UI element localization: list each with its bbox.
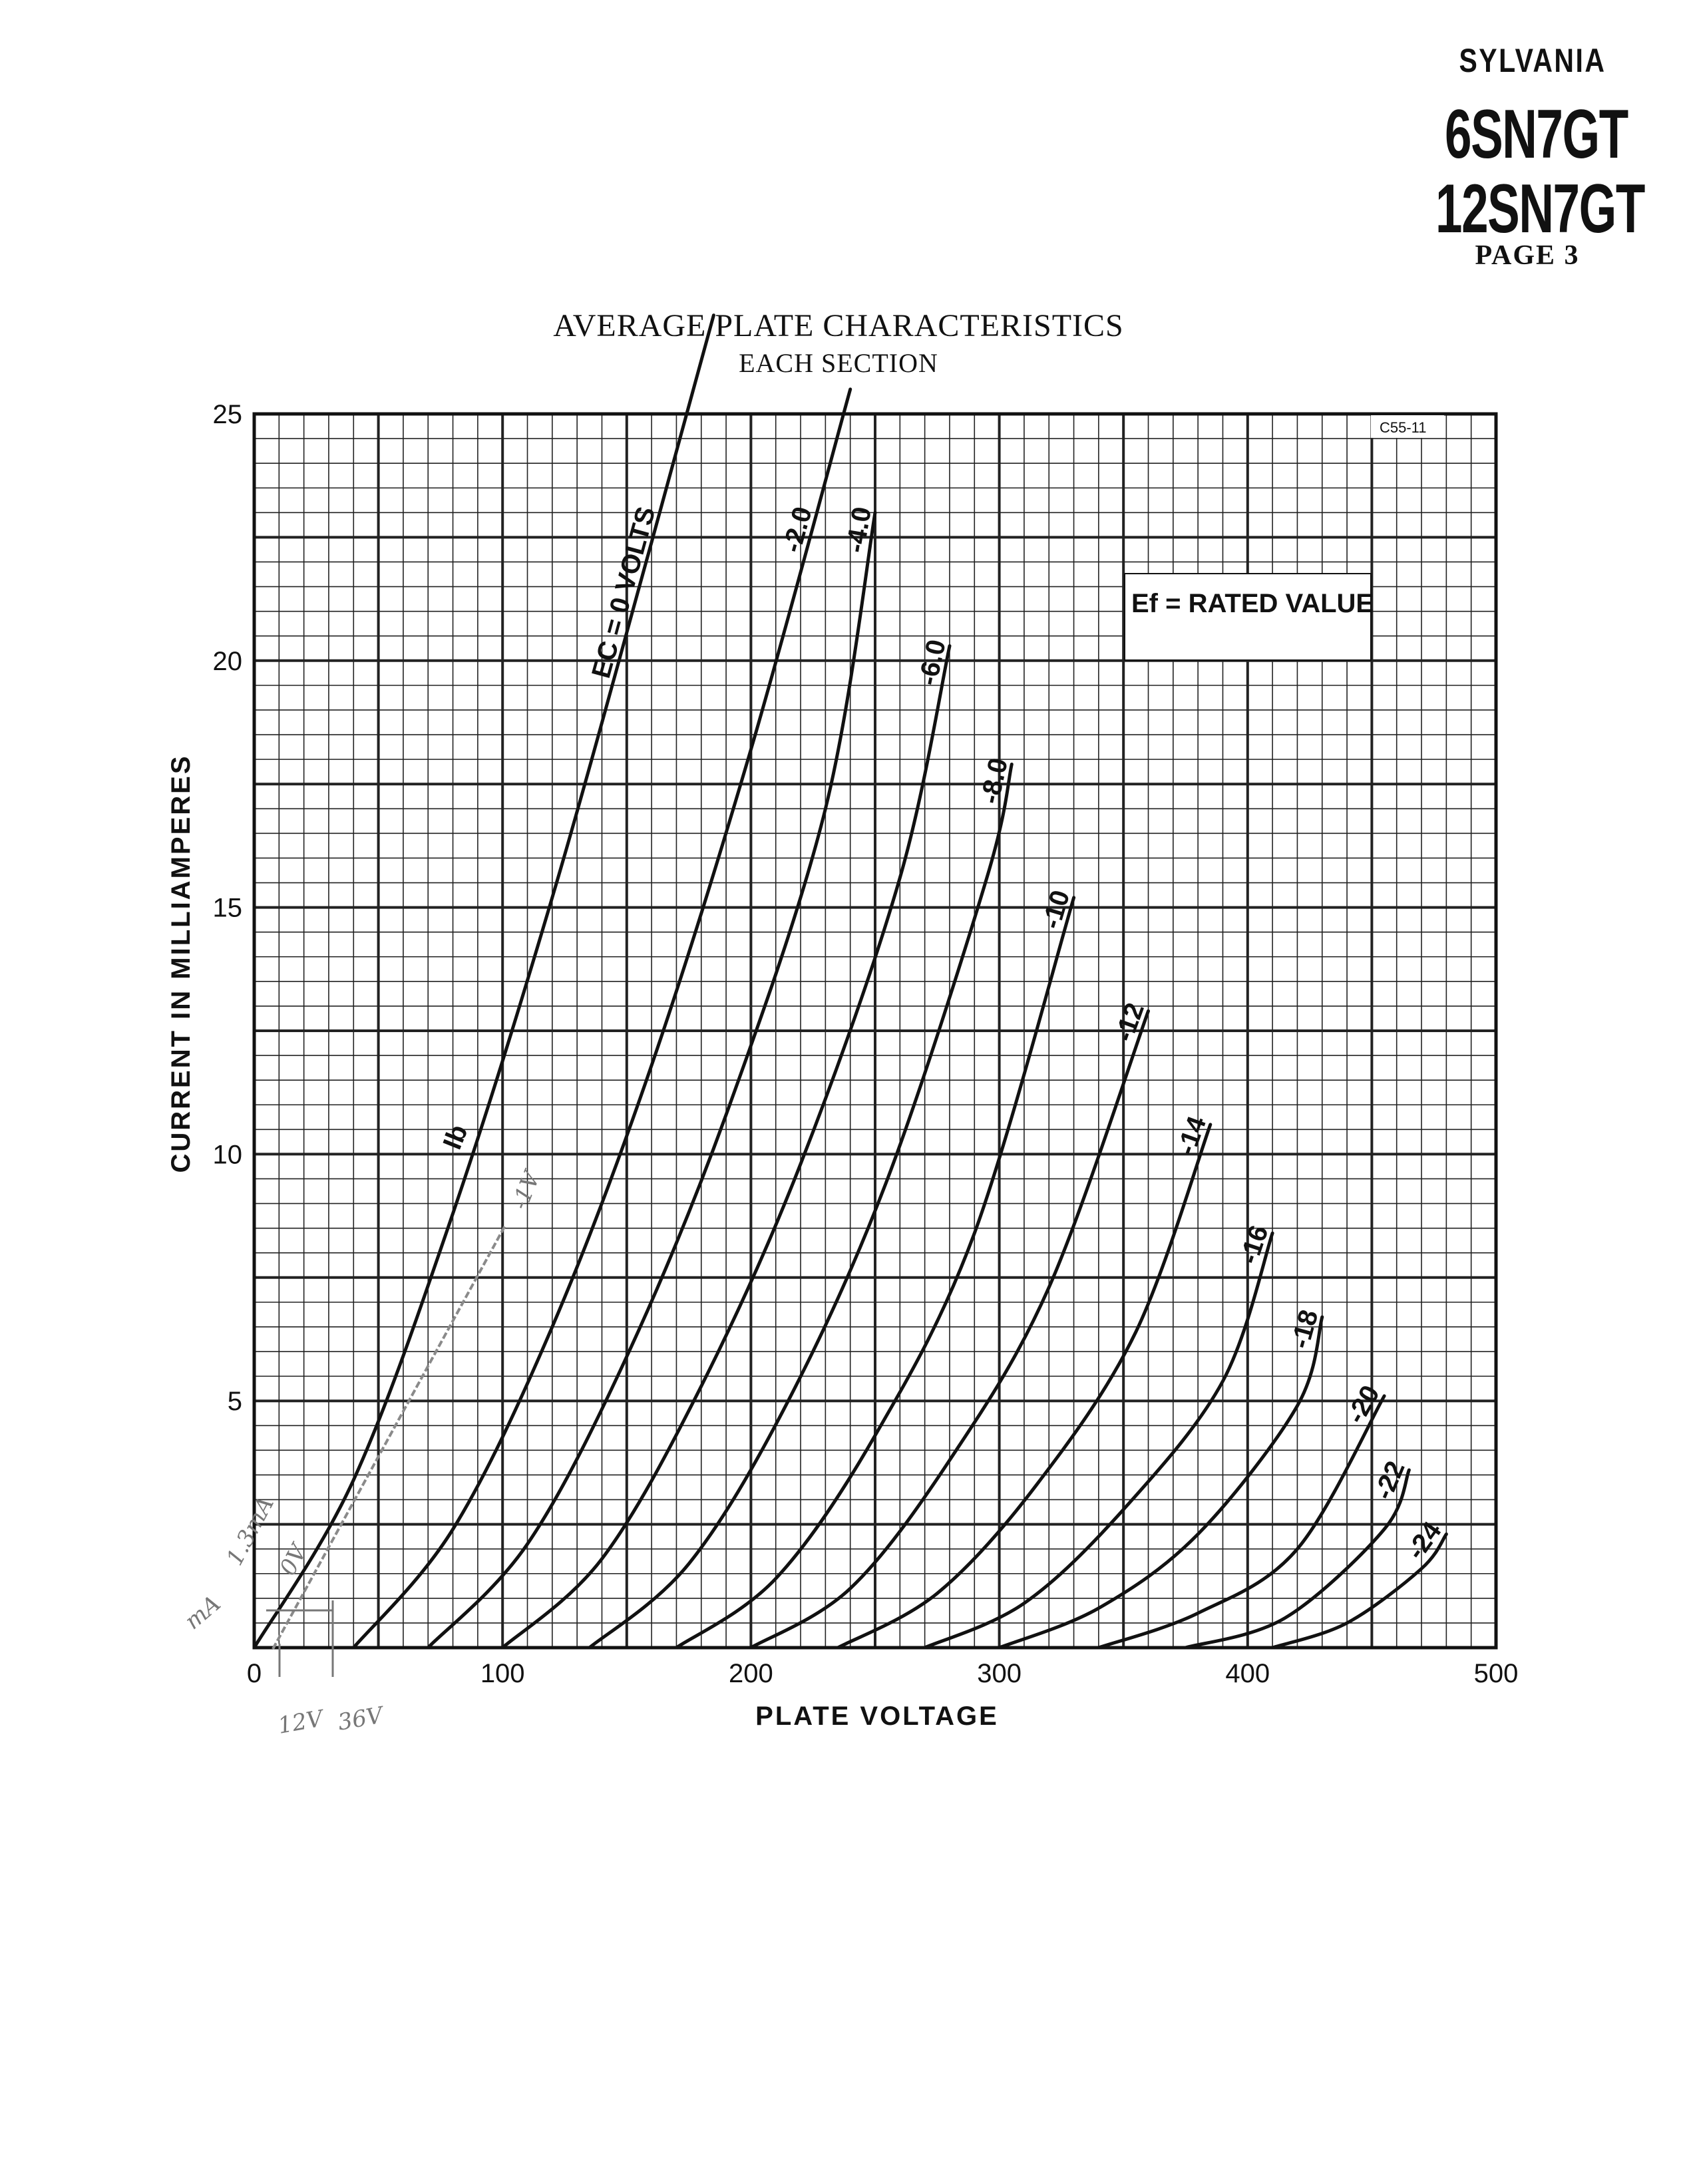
chart-title: AVERAGE PLATE CHARACTERISTICS <box>553 308 1124 343</box>
curve-label: -16 <box>1234 1221 1274 1268</box>
brand-name: SYLVANIA <box>1459 42 1606 79</box>
curve-label: -6.0 <box>913 637 952 688</box>
curve-grid-bias <box>1099 1396 1384 1648</box>
x-tick-label: 300 <box>977 1659 1022 1688</box>
x-tick-label: 200 <box>729 1659 773 1688</box>
pencil-note-12v: 12V <box>276 1705 325 1739</box>
pencil-note-ma: mA <box>180 1590 226 1635</box>
pencil-note-current: 1.3mA <box>221 1492 280 1570</box>
curve-label: -24 <box>1401 1516 1447 1565</box>
filament-annotation <box>1125 574 1374 660</box>
curve-label: -2.0 <box>777 503 818 556</box>
x-tick-label: 0 <box>246 1659 262 1688</box>
y-axis-label: CURRENT IN MILLIAMPERES <box>166 754 196 1173</box>
model-number-secondary: 12SN7GT <box>1435 170 1644 248</box>
x-tick-label: 500 <box>1473 1659 1519 1688</box>
y-tick-label: 25 <box>212 400 242 429</box>
curve-label: -8.0 <box>975 755 1014 807</box>
x-tick-label: 400 <box>1225 1659 1270 1688</box>
y-tick-label: 15 <box>212 893 242 923</box>
filament-annotation-text: Ef = RATED VALUE <box>1131 589 1374 618</box>
current-symbol-label: Ib <box>437 1120 474 1154</box>
y-tick-label: 10 <box>212 1140 242 1170</box>
model-number-primary: 6SN7GT <box>1445 96 1628 173</box>
x-tick-label: 100 <box>480 1659 525 1688</box>
curve-label: EC = 0 VOLTS <box>586 503 661 681</box>
curve-label: -4.0 <box>841 504 877 555</box>
pencil-notes <box>180 1166 546 1739</box>
pencil-load-line <box>273 1224 506 1649</box>
curve-label: -14 <box>1171 1113 1213 1159</box>
x-axis-label: PLATE VOLTAGE <box>755 1702 999 1731</box>
drawing-code-text: C55-11 <box>1380 419 1427 436</box>
pencil-note-0v: 0V <box>274 1540 313 1580</box>
y-tick-label: 5 <box>227 1387 242 1417</box>
curve-labels <box>586 504 1447 1565</box>
y-tick-label: 20 <box>212 646 242 676</box>
page-number: PAGE 3 <box>1475 240 1580 271</box>
curve-label: -20 <box>1341 1380 1386 1429</box>
pencil-note-bias: -1V <box>506 1167 546 1214</box>
curve-label: -22 <box>1368 1457 1411 1504</box>
curve-label: -18 <box>1285 1306 1324 1352</box>
chart-subtitle: EACH SECTION <box>739 348 938 378</box>
pencil-note-36v: 36V <box>335 1702 385 1736</box>
curve-label: -10 <box>1036 886 1076 932</box>
drawing-code-box <box>1371 415 1444 438</box>
curve-label: -12 <box>1109 999 1150 1045</box>
